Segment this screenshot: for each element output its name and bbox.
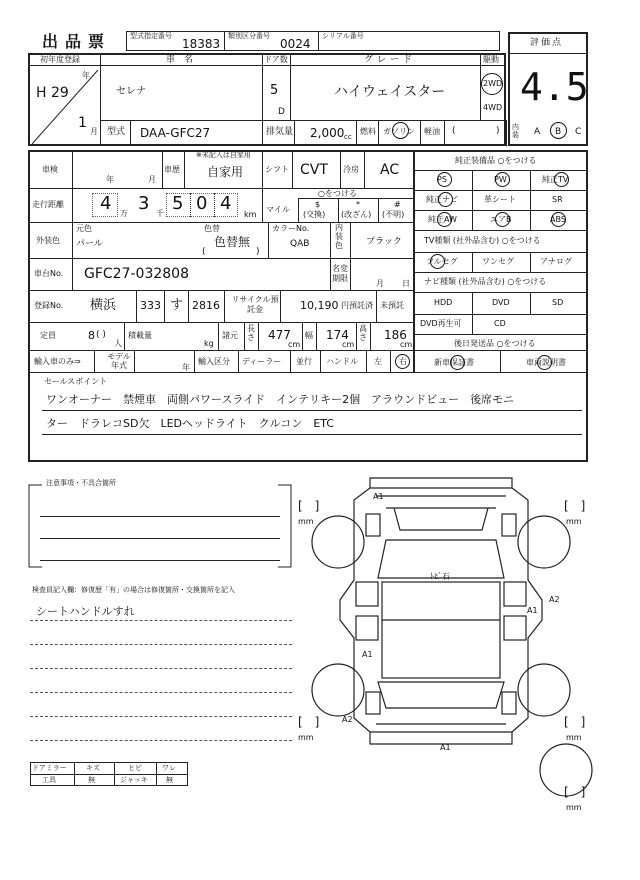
ac: AC xyxy=(380,162,400,178)
equip-aw-circle xyxy=(437,212,452,227)
km-unit: km xyxy=(244,210,257,219)
exchange-mark: $ xyxy=(315,200,321,209)
capacity: 8 xyxy=(88,329,95,342)
mm-fr: mm xyxy=(566,517,582,526)
type-no: 18383 xyxy=(182,37,221,51)
dvd-cd: CD xyxy=(494,319,506,328)
notes-label: 注意事項・不具合箇所 xyxy=(46,479,116,487)
tamper-label: (改ざん) xyxy=(341,210,372,219)
inspection-label: 車検 xyxy=(42,165,58,174)
recycle: 10,190 xyxy=(300,299,339,312)
equip-pw: PW xyxy=(494,175,507,184)
height-label: 高さ xyxy=(359,324,367,342)
dvd-label: DVD再生可 xyxy=(420,319,462,328)
mileage-man-unit: 万 xyxy=(120,209,128,218)
parts-jack: ジャッキ xyxy=(120,776,148,784)
light-oil: 軽油 xyxy=(424,127,440,136)
mileage-sen-unit: 千 xyxy=(156,209,164,218)
history: 自家用 xyxy=(207,165,244,179)
parts-tools-value: 無 xyxy=(88,776,95,784)
drive-2wd-circle xyxy=(481,73,503,95)
bracket-rl: [ ] xyxy=(298,715,320,729)
history-label: 車歴 xyxy=(164,165,180,174)
displacement-label: 排気量 xyxy=(266,127,294,137)
interior-color: ブラック xyxy=(366,237,402,247)
bracket-fr: [ ] xyxy=(564,499,586,513)
parts-header-crack: ヒビ xyxy=(128,764,142,772)
mileage-d3: 5 xyxy=(172,193,184,214)
mileage-d5: 4 xyxy=(220,193,232,214)
import-type-label: 輸入区分 xyxy=(198,357,230,366)
left: 左 xyxy=(374,357,382,366)
cc-unit: cc xyxy=(344,133,352,141)
tv-fullseg-circle xyxy=(430,254,445,269)
drive-4wd: 4WD xyxy=(483,103,503,112)
length-cm: cm xyxy=(288,340,301,349)
size-label: 諸元 xyxy=(222,331,238,340)
damage-tobi: ﾄﾋﾞ石 xyxy=(430,572,450,581)
mile-label: マイル xyxy=(266,205,290,214)
manual: 車両説明書 xyxy=(526,358,566,367)
load-label: 積載量 xyxy=(128,331,152,340)
doors: 5 xyxy=(270,83,279,98)
equip-leather: 革シート xyxy=(484,195,516,204)
parts-jack-value: 無 xyxy=(166,776,173,784)
first-reg-label: 初年度登録 xyxy=(40,55,80,64)
reg-label: 登録No. xyxy=(34,301,64,310)
navi-title: ナビ種類 (社外品含む) ○をつける xyxy=(424,277,547,286)
equip-tv-circle xyxy=(554,172,569,187)
parts-header-scratch: キズ xyxy=(86,764,100,772)
navi-sd: SD xyxy=(552,298,564,307)
parts-header-break: ワレ xyxy=(162,764,176,772)
interior-b-circle xyxy=(550,122,567,139)
after-title: 後日発送品 ○をつける xyxy=(454,339,536,348)
chassis: GFC27-032808 xyxy=(84,266,189,282)
car-name-label: 車 名 xyxy=(166,55,194,65)
interior-c: C xyxy=(575,127,582,137)
unknown-mark: # xyxy=(394,200,401,209)
color-no-label: カラーNo. xyxy=(272,224,310,233)
equip-tv: 純正TV xyxy=(542,175,569,184)
mm-rr: mm xyxy=(566,733,582,742)
parts-header-mirror: ドアミラー xyxy=(32,764,67,772)
serial-label: シリアル番号 xyxy=(322,32,364,40)
fuel-circle xyxy=(392,122,409,139)
equip-navi: 純正ナビ xyxy=(426,195,458,204)
color-note-label: 色替 xyxy=(204,224,220,233)
interior-color-label: 内装色 xyxy=(335,223,343,250)
width-cm: cm xyxy=(342,340,355,349)
equip-ps-circle xyxy=(437,172,452,187)
exchange-label: (交換) xyxy=(303,210,326,219)
right: 右 xyxy=(399,357,407,366)
color-no: QAB xyxy=(290,239,310,249)
reg-kana: す xyxy=(170,298,184,313)
width-label: 幅 xyxy=(305,331,313,340)
equip-airbag-circle xyxy=(495,212,510,227)
name-change-label: 名変期限 xyxy=(332,264,348,283)
tv-fullseg: フルセグ xyxy=(426,257,458,266)
first-reg-year: H 29 xyxy=(36,85,69,101)
mm-rl: mm xyxy=(298,733,314,742)
doors-label: ドア数 xyxy=(264,55,288,64)
length: 477 xyxy=(268,328,291,342)
tamper-mark: * xyxy=(356,200,360,209)
color-label: 外装色 xyxy=(36,236,60,245)
sales-line1: ワンオーナー 禁煙車 両側パワースライド インテリキー2個 アラウンドビュー 後席モニ xyxy=(46,393,515,406)
inspector-note: シートハンドルすれ xyxy=(36,605,135,618)
mileage-d4: 0 xyxy=(196,193,208,214)
unknown-label: (不明) xyxy=(382,210,405,219)
recycle-unit: 円預託済 xyxy=(341,301,373,310)
model-label: 型式 xyxy=(107,127,126,137)
model-year-unit: 年 xyxy=(182,363,190,372)
warranty: 新車保証書 xyxy=(434,358,474,367)
mileage-d2: 3 xyxy=(138,193,150,214)
mileage-label: 走行距離 xyxy=(32,200,64,209)
inspection-year-unit: 年 xyxy=(106,175,114,184)
navi-hdd: HDD xyxy=(434,298,453,307)
capacity-paren: ( ) xyxy=(96,330,106,340)
navi-dvd: DVD xyxy=(492,298,510,307)
tv-title: TV種類 (社外品含む) ○をつける xyxy=(424,236,541,245)
doors-type: D xyxy=(278,107,285,117)
width: 174 xyxy=(326,328,349,342)
drive-2wd: 2WD xyxy=(483,79,503,88)
bracket-fl: [ ] xyxy=(298,499,320,513)
class-no-label: 類別区分番号 xyxy=(228,32,270,40)
color-changed: 色替無 xyxy=(214,235,251,249)
equip-sr: SR xyxy=(552,195,563,204)
damage-a1-roof: A1 xyxy=(362,650,373,659)
dealer: ディーラー xyxy=(242,357,282,366)
recycle-not: 未預託 xyxy=(380,301,404,310)
damage-a2-side: A2 xyxy=(549,595,560,604)
handle-label: ハンドル xyxy=(326,357,358,366)
original-color: パール xyxy=(76,239,103,249)
recycle-label: リサイクル預託金 xyxy=(231,295,279,314)
grade-label: グレード xyxy=(364,55,417,65)
mm-fl: mm xyxy=(298,517,314,526)
inspector-label: 検査員記入欄：修復歴「有」の場合は修復箇所・交換箇所を記入 xyxy=(32,586,235,594)
first-reg-month: 1 xyxy=(78,115,87,131)
interior-a: A xyxy=(534,127,541,137)
capacity-label: 定員 xyxy=(40,331,56,340)
damage-a1-rear: A1 xyxy=(440,743,451,752)
sales-line2: ター ドラレコSD欠 LEDヘッドライト クルコン ETC xyxy=(46,417,335,430)
fuel: ガソリン xyxy=(383,127,415,136)
load-unit: kg xyxy=(204,339,214,348)
equipment-title: 純正装備品 ○をつける xyxy=(455,156,537,165)
equip-airbag: エアB xyxy=(490,215,512,224)
displacement: 2,000 xyxy=(310,126,345,140)
damage-a1-front: A1 xyxy=(373,492,384,501)
name-change-month-unit: 月 xyxy=(376,279,384,288)
history-note: ※未記入は自家用 xyxy=(196,151,251,159)
import-label: 輸入車のみ⇒ xyxy=(34,357,81,366)
grade-score: 4.5 xyxy=(520,65,589,109)
equip-abs: ABS xyxy=(550,215,566,224)
parts-tools: 工具 xyxy=(42,776,56,784)
interior-b: B xyxy=(555,127,562,137)
tv-analog: アナログ xyxy=(540,257,572,266)
equip-pw-circle xyxy=(495,172,510,187)
interior-label: 内装 xyxy=(512,123,519,139)
equip-ps: PS xyxy=(437,175,447,184)
ac-label: 冷房 xyxy=(343,165,359,174)
shift-label: シフト xyxy=(265,165,289,174)
year-unit: 年 xyxy=(82,71,90,80)
bracket-spare: [ ] xyxy=(564,785,586,799)
model-year-label: モデル年式 xyxy=(107,352,131,370)
equip-navi-circle xyxy=(438,192,453,207)
sales-label: セールスポイント xyxy=(44,377,108,386)
car-name: セレナ xyxy=(116,86,146,97)
damage-a1-side: A1 xyxy=(527,606,538,615)
height-cm: cm xyxy=(400,340,413,349)
inspection-month-unit: 月 xyxy=(148,175,156,184)
reg-class: 333 xyxy=(140,299,161,312)
model: DAA-GFC27 xyxy=(140,126,211,140)
parallel: 並行 xyxy=(296,357,312,366)
grade-score-label: 評価点 xyxy=(530,38,564,48)
warranty-circle xyxy=(450,355,465,370)
damage-a2-rear: A2 xyxy=(342,715,353,724)
type-no-label: 型式指定番号 xyxy=(130,32,172,40)
shift: CVT xyxy=(300,162,328,178)
right-circle xyxy=(395,354,410,369)
height: 186 xyxy=(384,328,407,342)
circle-note: ○をつける xyxy=(318,189,357,198)
drive-label: 駆動 xyxy=(483,55,499,64)
class-no: 0024 xyxy=(280,37,311,51)
equip-aw: 純正AW xyxy=(428,215,457,224)
mileage-d1: 4 xyxy=(100,193,112,214)
chassis-label: 車台No. xyxy=(34,269,64,278)
capacity-unit: 人 xyxy=(114,339,122,348)
bracket-rr: [ ] xyxy=(564,715,586,729)
reg-num: 2816 xyxy=(192,299,220,312)
equip-abs-circle xyxy=(551,212,566,227)
tv-oneseg: ワンセグ xyxy=(482,257,514,266)
manual-circle xyxy=(537,355,552,370)
mm-spare: mm xyxy=(566,803,582,812)
car-diagram xyxy=(290,470,610,810)
original-color-label: 元色 xyxy=(76,224,92,233)
reg-area: 横浜 xyxy=(90,298,117,313)
length-label: 長さ xyxy=(247,324,255,342)
grade: ハイウェイスター xyxy=(334,84,446,100)
form-title: 出品票 xyxy=(42,32,112,51)
month-unit: 月 xyxy=(90,127,98,136)
fuel-label: 燃料 xyxy=(360,127,376,136)
